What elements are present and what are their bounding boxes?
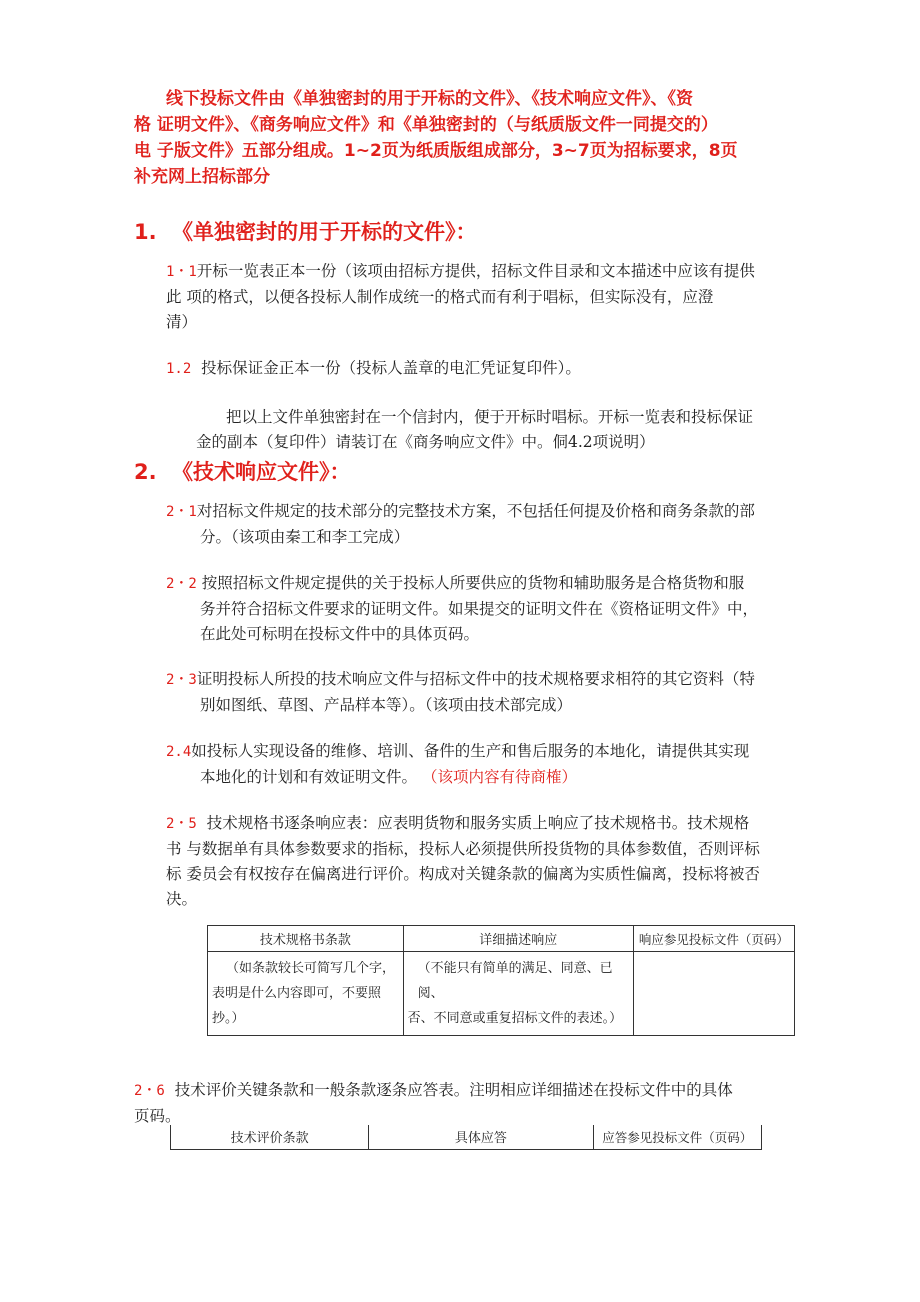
note-line-1: 把以上文件单独密封在一个信封内，便于开标时唱标。开标一览表和投标保证 (226, 408, 754, 426)
table-cell (633, 952, 794, 1036)
item-text: 投标保证金正本一份（投标人盖章的电汇凭证复印件）。 (201, 359, 581, 377)
table-cell (208, 952, 404, 1036)
item-text: 别如图纸、草图、产品样本等）。（该项由技术部完成） (200, 696, 573, 714)
item-text: 此 项的格式，以便各投标人制作成统一的格式而有利于唱标，但实际没有，应澄 (166, 288, 714, 306)
item-2-1 (166, 499, 806, 550)
item-text: 书 与数据单有具体参数要求的指标，投标人必须提供所投货物的具体参数值，否则评标 (166, 840, 760, 858)
item-2-5-line1 (166, 811, 806, 837)
evaluation-response-table (170, 1125, 762, 1150)
item-1-1 (166, 259, 806, 335)
item-1-1-line1 (166, 259, 806, 285)
section-1-title: 《单独密封的用于开标的文件》： (172, 220, 477, 244)
item-number: 2・2 (166, 576, 197, 592)
intro-line-1 (134, 86, 794, 112)
item-2-2 (166, 571, 806, 647)
section-2-heading (134, 458, 351, 486)
table-header-cell: 详细描述响应 (403, 926, 633, 952)
item-text: 决。 (166, 890, 198, 908)
item-number: 2.4 (166, 744, 192, 760)
item-2-6-line1 (134, 1078, 794, 1104)
item-text: 对招标文件规定的技术部分的完整技术方案，不包括任何提及价格和商务条款的部 (196, 502, 755, 520)
item-number: 2・6 (134, 1083, 165, 1099)
item-number: 1.2 (166, 361, 192, 377)
item-2-4 (166, 739, 806, 790)
item-text: 技术评价关键条款和一般条款逐条应答表。注明相应详细描述在投标文件中的具体 (174, 1081, 733, 1099)
cell-line: 否、不同意或重复招标文件的表述。） (407, 1011, 623, 1026)
table-cell (403, 952, 633, 1036)
intro-text-4: 补充网上招标部分 (134, 167, 270, 187)
intro-text-3: 电 子版文件》五部分组成。1~2页为纸质版组成部分，3~7页为招标要求，8页 (134, 141, 738, 161)
item-text: 本地化的计划和有效证明文件。 (200, 768, 418, 786)
item-number: 2・3 (166, 672, 197, 688)
cell-line: 表明是什么内容即可，不要照 (212, 986, 382, 1001)
intro-text-1: 线下投标文件由《单独密封的用于开标的文件》、《技术响应文件》、《资 (166, 89, 693, 109)
item-number: 1・1 (166, 264, 197, 280)
intro-text-2: 格 证明文件》、《商务响应文件》和《单独密封的（与纸质版文件一同提交的） (134, 115, 718, 135)
table-header-cell: 具体应答 (369, 1125, 593, 1149)
item-text: 页码。 (134, 1107, 181, 1125)
item-text: 清） (166, 313, 198, 331)
item-2-5 (166, 811, 806, 912)
item-note-red: （该项内容有待商榷） (421, 768, 577, 786)
item-2-3-line1 (166, 667, 806, 693)
section-1-note (196, 405, 796, 455)
item-text: 务并符合招标文件要求的证明文件。如果提交的证明文件在《资格证明文件》中， (200, 600, 759, 618)
section-2-number: 2. (134, 460, 157, 484)
item-text: 如投标人实现设备的维修、培训、备件的生产和售后服务的本地化，请提供其实现 (191, 742, 750, 760)
item-text: 证明投标人所投的技术响应文件与招标文件中的技术规格要求相符的其它资料（特 (196, 670, 755, 688)
spec-response-table (207, 925, 795, 1036)
table-header-cell: 技术评价条款 (171, 1125, 369, 1149)
item-text: 按照招标文件规定提供的关于投标人所要供应的货物和辅助服务是合格货物和服 (201, 574, 745, 592)
item-2-4-line1 (166, 739, 806, 765)
cell-line: 抄。） (212, 1011, 245, 1026)
intro-paragraph (134, 86, 794, 190)
item-2-6 (134, 1078, 794, 1129)
cell-line: （不能只有简单的满足、同意、已阅、 (417, 961, 613, 1001)
item-text: 技术规格书逐条响应表：应表明货物和服务实质上响应了技术规格书。技术规格 (206, 814, 750, 832)
item-2-1-line1 (166, 499, 806, 525)
table-header-row (208, 926, 795, 952)
section-1-number: 1. (134, 220, 157, 244)
item-2-4-line2 (166, 765, 806, 790)
note-line-2: 金的副本（复印件）请装订在《商务响应文件》中。侗4.2项说明） (196, 433, 655, 451)
section-2-title: 《技术响应文件》： (172, 460, 351, 484)
section-1-heading (134, 218, 477, 246)
item-number: 2・5 (166, 816, 197, 832)
item-2-2-line1 (166, 571, 806, 597)
cell-line: （如条款较长可简写几个字， (226, 961, 396, 976)
table-header-cell: 响应参见投标文件（页码） (633, 926, 794, 952)
table-header-row (171, 1125, 762, 1149)
item-text: 在此处可标明在投标文件中的具体页码。 (200, 625, 480, 643)
table-header-cell: 技术规格书条款 (208, 926, 404, 952)
item-text: 开标一览表正本一份（该项由招标方提供，招标文件目录和文本描述中应该有提供 (196, 262, 755, 280)
item-1-2 (166, 356, 806, 382)
item-number: 2・1 (166, 504, 197, 520)
table-row (208, 952, 795, 1036)
item-text: 分。（该项由秦工和李工完成） (200, 528, 410, 546)
item-text: 标 委员会有权按存在偏离进行评价。构成对关键条款的偏离为实质性偏离，投标将被否 (166, 865, 760, 883)
table-header-cell: 应答参见投标文件（页码） (593, 1125, 761, 1149)
item-2-3 (166, 667, 806, 718)
